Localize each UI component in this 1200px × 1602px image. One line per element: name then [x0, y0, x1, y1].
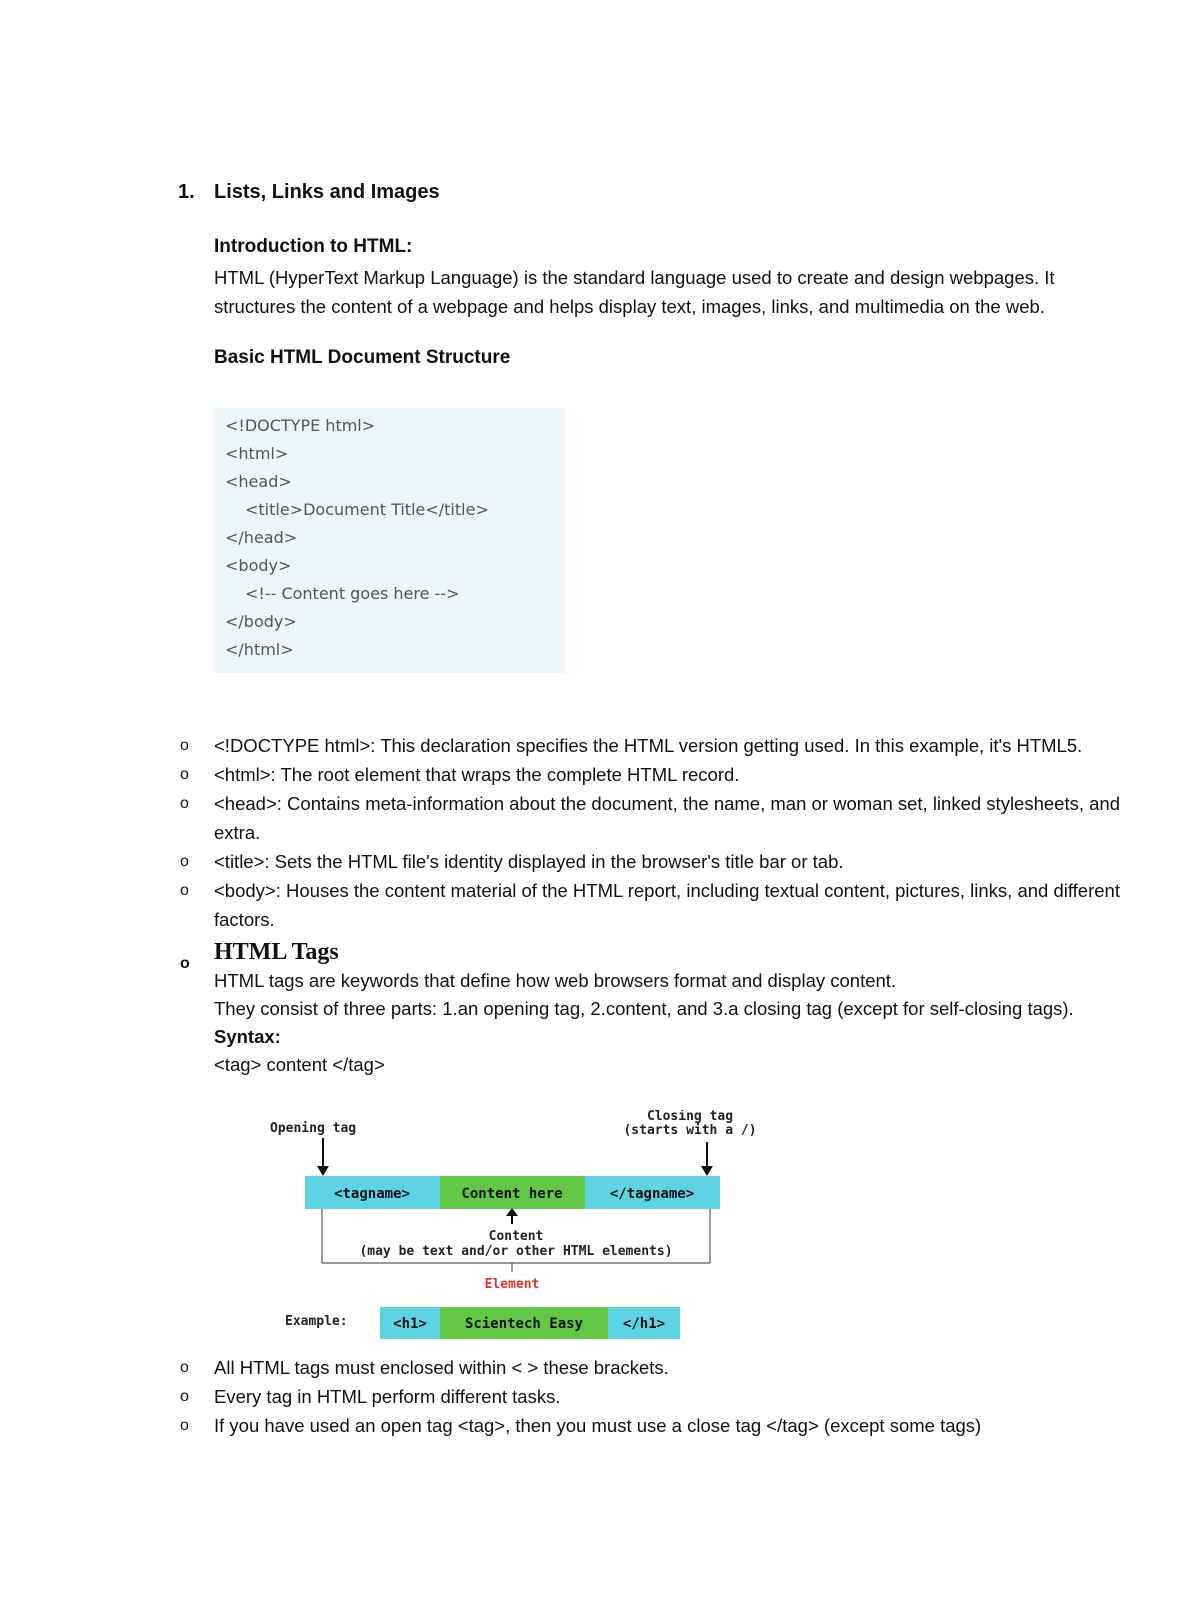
code-line: <!DOCTYPE html>	[225, 416, 376, 435]
element-bullet-list	[180, 731, 1140, 934]
tags-parts: They consist of three parts: 1.an opening tag, 2.content, and 3.a closing tag (except for self-closing tags).	[214, 998, 1074, 1019]
example-label: Example:	[285, 1314, 348, 1329]
bullet-icon: o	[180, 853, 189, 870]
content-note: (may be text and/or other HTML elements)	[359, 1244, 673, 1259]
list-item	[180, 876, 1140, 934]
opening-tag-label: Opening tag	[270, 1121, 357, 1136]
tags-description: HTML tags are keywords that define how web browsers format and display content.	[214, 970, 897, 991]
close-tag-text: </tagname>	[609, 1186, 695, 1202]
list-item	[180, 789, 1140, 847]
bullet-icon: o	[180, 1388, 189, 1405]
section-title: Lists, Links and Images	[214, 181, 440, 203]
list-item-text: <head>: Contains meta-information about the document, the name, man or woman set, linked stylesheets, and extra.	[214, 793, 1120, 843]
closing-arrow-head	[701, 1166, 713, 1176]
code-line: <!-- Content goes here -->	[245, 584, 460, 603]
opening-arrow-head	[317, 1166, 329, 1176]
bullet-icon: o	[180, 1417, 189, 1434]
code-line: <title>Document Title</title>	[245, 500, 489, 519]
code-line: </body>	[225, 612, 297, 631]
code-example	[213, 408, 565, 673]
bullet-icon: o	[180, 882, 189, 899]
bullet-icon: o	[180, 795, 189, 812]
list-item-text: <!DOCTYPE html>: This declaration specifies the HTML version getting used. In this example, it's HTML5.	[214, 735, 1083, 756]
tag-rules-list	[180, 1353, 1140, 1440]
intro-text: HTML (HyperText Markup Language) is the standard language used to create and design webpages. It structures the content of a webpage and helps display text, images, links, and multimedia on the web.	[214, 267, 1055, 317]
tag-diagram	[240, 1110, 800, 1340]
code-line: </head>	[225, 528, 298, 547]
example-close-text: </h1>	[622, 1316, 666, 1332]
intro-heading: Introduction to HTML:	[214, 236, 413, 257]
bullet-icon: o	[180, 1359, 189, 1376]
section-number: 1.	[178, 181, 195, 203]
list-item-text: <body>: Houses the content material of the HTML report, including textual content, pictures, links, and different factors.	[214, 880, 1120, 930]
closing-tag-label: Closing tag	[646, 1110, 734, 1124]
bullet-icon: o	[180, 766, 189, 783]
list-item-text: Every tag in HTML perform different tasks.	[214, 1386, 561, 1407]
content-arrow-head	[506, 1208, 518, 1216]
bullet-icon: o	[180, 737, 189, 754]
list-item	[180, 760, 1140, 789]
example-open-text: <h1>	[393, 1316, 427, 1332]
list-item	[180, 1411, 1140, 1440]
code-line: </html>	[225, 640, 294, 659]
list-item	[180, 847, 1140, 876]
list-item-text: If you have used an open tag <tag>, then you must use a close tag </tag> (except some tags)	[214, 1415, 982, 1436]
tags-title: HTML Tags	[214, 939, 339, 965]
list-item	[180, 1382, 1140, 1411]
content-text: Content here	[461, 1186, 563, 1202]
list-item	[180, 1353, 1140, 1382]
list-item-text: All HTML tags must enclosed within < > these brackets.	[214, 1357, 669, 1378]
example-content-text: Scientech Easy	[464, 1316, 584, 1332]
content-label: Content	[488, 1229, 544, 1244]
bullet-icon: o	[180, 955, 190, 972]
html-tags-section	[214, 938, 1134, 1079]
open-tag-text: <tagname>	[334, 1186, 410, 1202]
list-item-text: <html>: The root element that wraps the complete HTML record.	[214, 764, 740, 785]
element-label: Element	[484, 1277, 540, 1292]
code-line: <head>	[225, 472, 292, 491]
code-line: <html>	[225, 444, 289, 463]
list-item-text: <title>: Sets the HTML file's identity displayed in the browser's title bar or tab.	[214, 851, 844, 872]
code-line: <body>	[225, 556, 292, 575]
syntax-label: Syntax:	[214, 1026, 281, 1047]
syntax-example: <tag> content </tag>	[214, 1054, 385, 1075]
closing-tag-note: (starts with a /)	[623, 1123, 757, 1138]
structure-heading: Basic HTML Document Structure	[214, 347, 511, 368]
list-item	[180, 731, 1140, 760]
